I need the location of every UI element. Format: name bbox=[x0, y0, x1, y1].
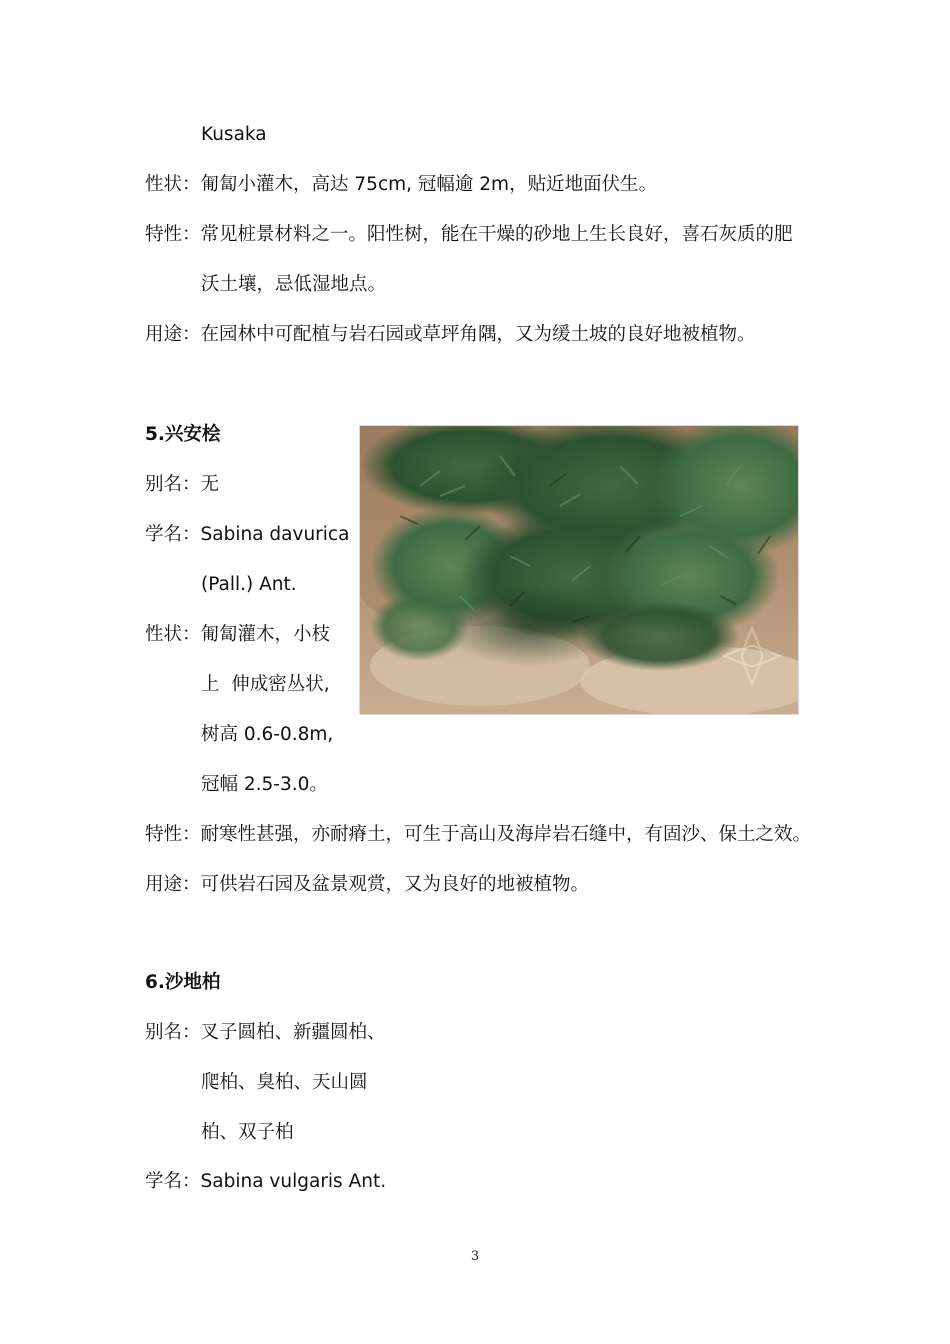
form-text: 匍匐灌木，小枝 bbox=[200, 624, 331, 645]
s6-alias-cont-1: 爬柏、臭柏、天山圆 bbox=[201, 1072, 368, 1093]
prev-traits-row bbox=[145, 222, 793, 248]
form-label: 性状： bbox=[145, 624, 201, 645]
form-text: 匍匐小灌木，高达 75cm, 冠幅逾 2m，贴近地面伏生。 bbox=[200, 174, 658, 195]
s5-use-row bbox=[145, 872, 589, 898]
prev-form-row bbox=[145, 172, 657, 198]
section-5-title: 5.兴安桧 bbox=[145, 424, 221, 445]
form-label: 性状： bbox=[145, 174, 201, 195]
prev-traits-cont: 沃土壤，忌低湿地点。 bbox=[201, 274, 387, 295]
alias-text: 叉子圆柏、新疆圆柏、 bbox=[200, 1022, 386, 1043]
alias-label: 别名： bbox=[145, 1022, 201, 1043]
use-label: 用途： bbox=[145, 874, 201, 895]
sci-label: 学名： bbox=[145, 524, 201, 545]
s6-sci-row bbox=[145, 1169, 386, 1195]
s6-alias-row bbox=[145, 1020, 386, 1046]
use-label: 用途： bbox=[145, 324, 201, 345]
s5-form-cont-1: 上 伸成密丛状, bbox=[201, 674, 330, 695]
shrub-photo-illustration bbox=[360, 426, 798, 714]
use-text: 在园林中可配植与岩石园或草坪角隅，又为缓土坡的良好地被植物。 bbox=[200, 324, 756, 345]
sci-text: Sabina davurica bbox=[200, 524, 350, 545]
prev-sci-name-cont: Kusaka bbox=[201, 124, 267, 145]
alias-text: 无 bbox=[200, 474, 220, 495]
s5-form-cont-2: 树高 0.6-0.8m, bbox=[201, 724, 334, 745]
s5-alias-row bbox=[145, 472, 219, 498]
page-number: 3 bbox=[470, 1249, 480, 1264]
s6-alias-cont-2: 柏、双子柏 bbox=[201, 1122, 294, 1143]
sci-text: Sabina vulgaris Ant. bbox=[200, 1171, 387, 1192]
alias-label: 别名： bbox=[145, 474, 201, 495]
s5-traits-row bbox=[145, 822, 811, 848]
s5-sci-cont: (Pall.) Ant. bbox=[201, 574, 297, 595]
traits-label: 特性： bbox=[145, 224, 201, 245]
traits-text: 耐寒性甚强，亦耐瘠土，可生于高山及海岸岩石缝中，有固沙、保土之效。 bbox=[200, 824, 812, 845]
prev-use-row bbox=[145, 322, 756, 348]
traits-label: 特性： bbox=[145, 824, 201, 845]
s5-form-cont-3: 冠幅 2.5-3.0。 bbox=[201, 774, 328, 795]
use-text: 可供岩石园及盆景观赏，又为良好的地被植物。 bbox=[200, 874, 590, 895]
sci-label: 学名： bbox=[145, 1171, 201, 1192]
section-6-title: 6.沙地柏 bbox=[145, 972, 221, 993]
s5-form-row bbox=[145, 622, 330, 648]
traits-text: 常见桩景材料之一。阳性树，能在干燥的砂地上生长良好，喜石灰质的肥 bbox=[200, 224, 793, 245]
s5-sci-row bbox=[145, 522, 349, 548]
plant-photo bbox=[359, 425, 799, 715]
